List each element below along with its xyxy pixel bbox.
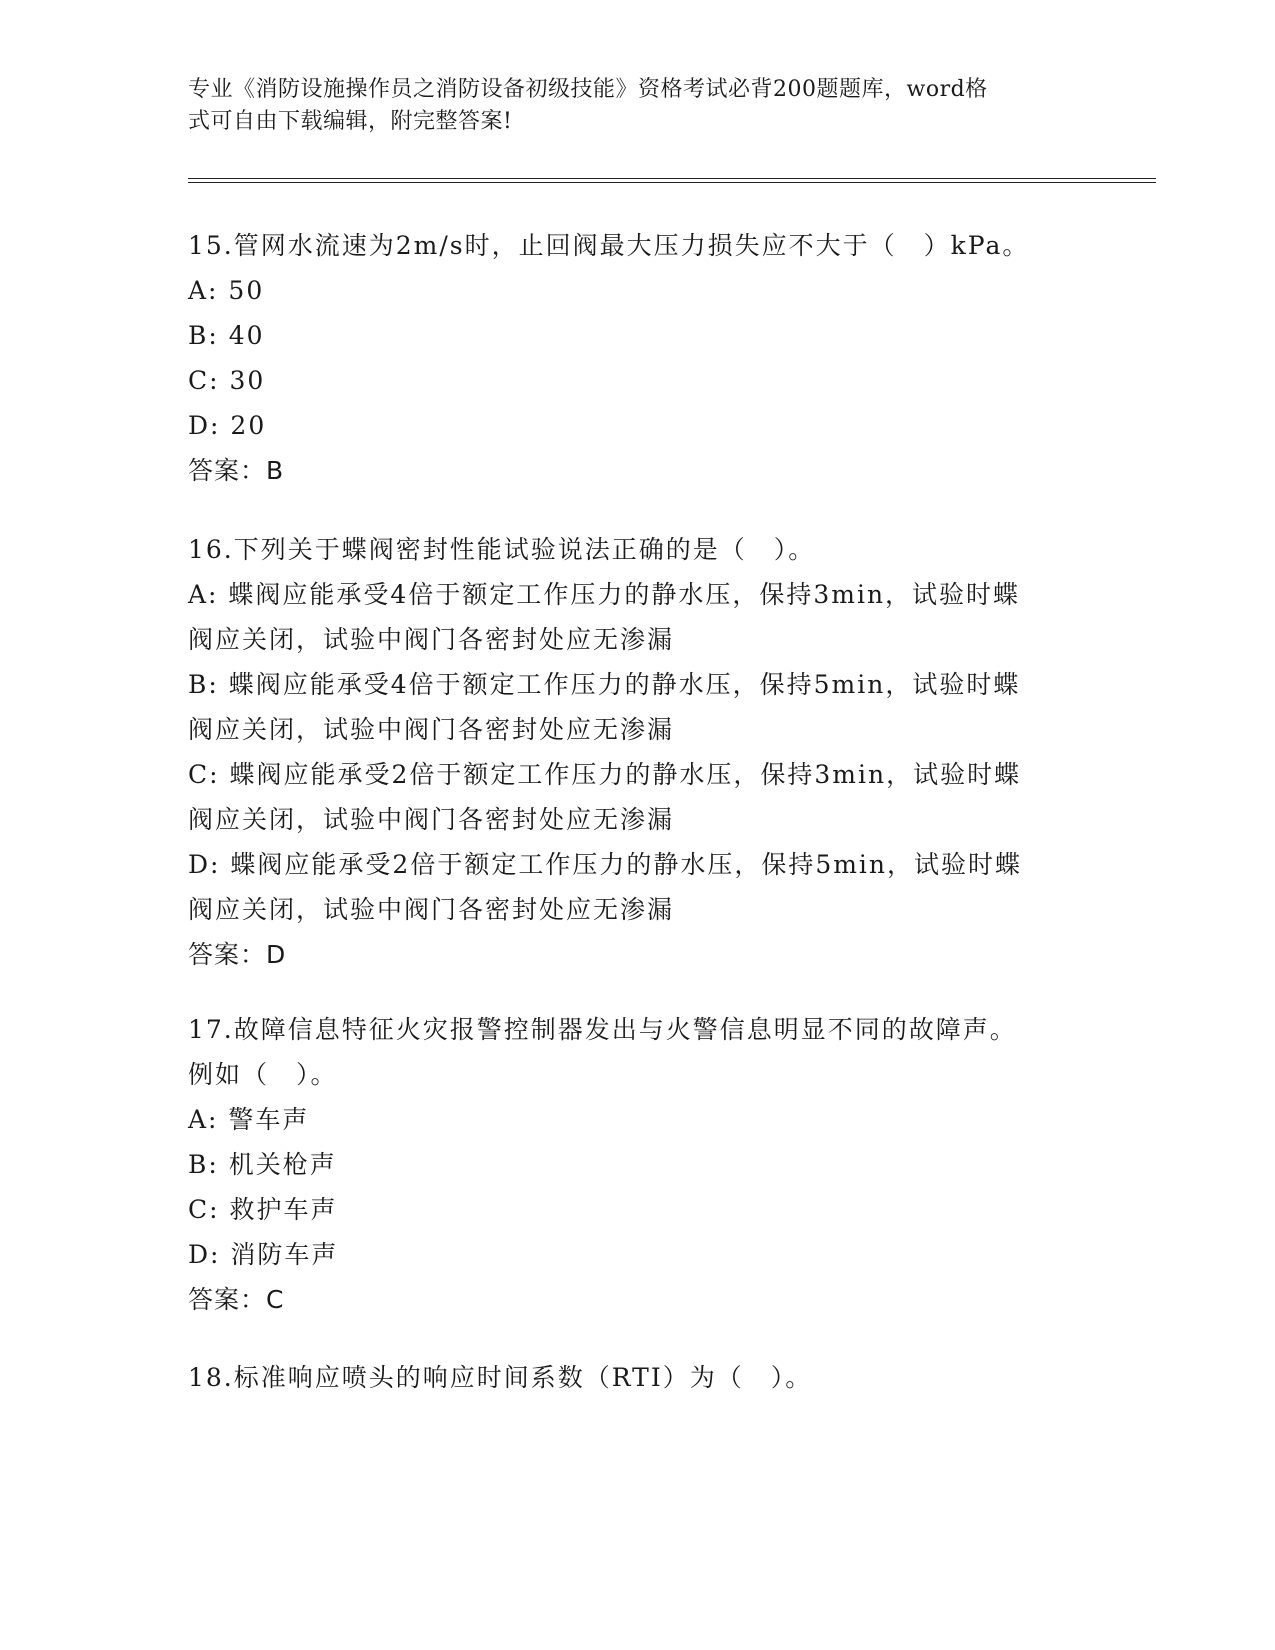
option-a [188, 572, 1088, 662]
question-17 [188, 1007, 1088, 1322]
header-line-1: 专业《消防设施操作员之消防设备初级技能》资格考试必背200题题库，word格 [188, 77, 988, 102]
question-15 [188, 223, 1088, 493]
option-d-line-2: 阀应关闭，试验中阀门各密封处应无渗漏 [188, 895, 675, 924]
header-line-2: 式可自由下载编辑，附完整答案! [188, 109, 513, 134]
option-c: C: 30 [188, 366, 266, 395]
question-stem: 15.管网水流速为2m/s时，止回阀最大压力损失应不大于（ ）kPa。 [188, 231, 1030, 260]
option-b-line-2: 阀应关闭，试验中阀门各密封处应无渗漏 [188, 715, 675, 744]
question-stem-line-2: 例如（ ）。 [188, 1060, 338, 1089]
answer-label: 答案：C [188, 1285, 285, 1314]
option-d-line-1: D: 蝶阀应能承受2倍于额定工作压力的静水压，保持5min，试验时蝶 [188, 850, 1023, 879]
option-d [188, 842, 1088, 932]
question-16 [188, 527, 1088, 977]
option-a-line-2: 阀应关闭，试验中阀门各密封处应无渗漏 [188, 625, 675, 654]
option-b [188, 662, 1088, 752]
option-b: B: 40 [188, 321, 265, 350]
option-d: D: 消防车声 [188, 1240, 339, 1269]
option-c: C: 救护车声 [188, 1195, 338, 1224]
header-divider [188, 178, 1156, 183]
option-a: A: 警车声 [188, 1105, 310, 1134]
option-b-line-1: B: 蝶阀应能承受4倍于额定工作压力的静水压，保持5min，试验时蝶 [188, 670, 1021, 699]
document-header [188, 74, 1068, 138]
option-b: B: 机关枪声 [188, 1150, 337, 1179]
option-a: A: 50 [188, 276, 265, 305]
option-a-line-1: A: 蝶阀应能承受4倍于额定工作压力的静水压，保持3min，试验时蝶 [188, 580, 1021, 609]
answer-label: 答案：B [188, 456, 285, 485]
answer-label: 答案：D [188, 940, 287, 969]
question-stem: 16.下列关于蝶阀密封性能试验说法正确的是（ ）。 [188, 535, 816, 564]
option-c-line-2: 阀应关闭，试验中阀门各密封处应无渗漏 [188, 805, 675, 834]
option-d: D: 20 [188, 411, 267, 440]
question-stem: 18.标准响应喷头的响应时间系数（RTI）为（ ）。 [188, 1363, 813, 1392]
question-stem-line-1: 17.故障信息特征火灾报警控制器发出与火警信息明显不同的故障声。 [188, 1015, 1017, 1044]
option-c [188, 752, 1088, 842]
option-c-line-1: C: 蝶阀应能承受2倍于额定工作压力的静水压，保持3min，试验时蝶 [188, 760, 1022, 789]
question-18 [188, 1355, 1088, 1400]
